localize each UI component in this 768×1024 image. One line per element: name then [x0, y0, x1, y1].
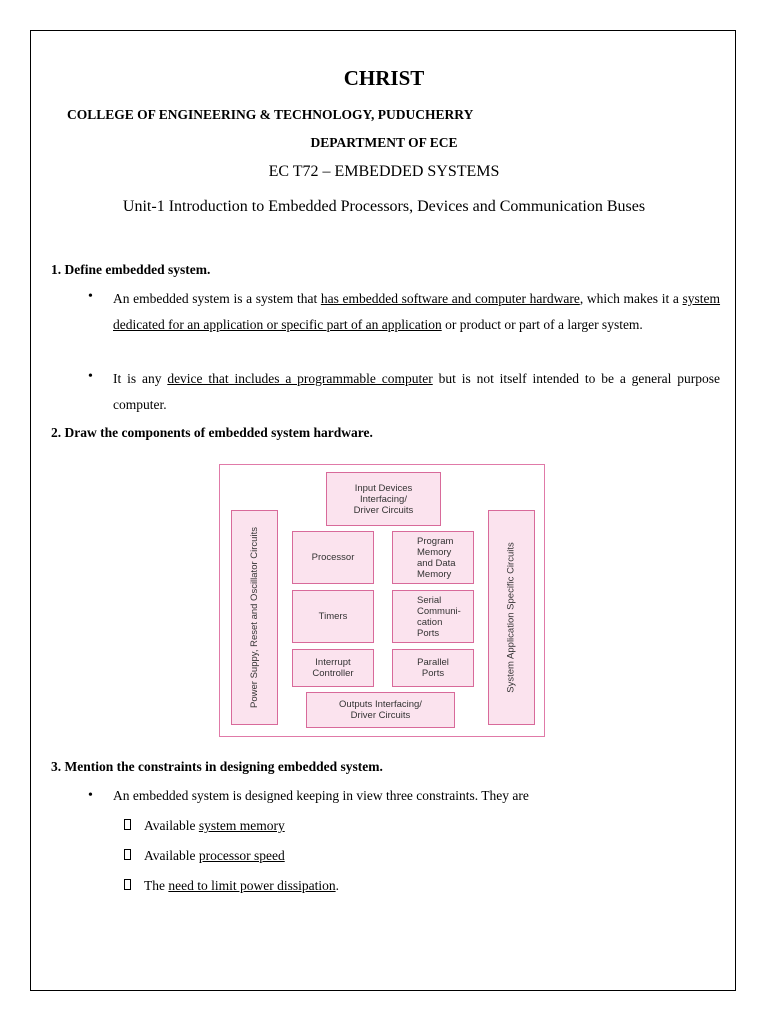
q3-intro: An embedded system is designed keeping in view three constraints. They are — [113, 788, 529, 803]
unit-title: Unit-1 Introduction to Embedded Processors, Devices and Communication Buses — [122, 198, 646, 215]
hardware-components-diagram — [219, 464, 545, 737]
text-span: or product or part of a — [441, 317, 564, 332]
serial-ports-block: Serial Communi- cation Ports — [392, 590, 474, 643]
course-title: EC T72 – EMBEDDED SYSTEMS — [268, 163, 500, 180]
bullet-icon: • — [88, 289, 93, 304]
outputs-block: Outputs Interfacing/ Driver Circuits — [306, 692, 455, 728]
bullet-icon: • — [88, 788, 93, 803]
bullet-icon: • — [88, 369, 93, 384]
underlined-term: processor speed — [198, 848, 285, 863]
question-1-heading: 1. Define embedded system. — [51, 262, 211, 277]
text-span: Available — [144, 848, 199, 863]
text-span: It is any — [113, 371, 168, 386]
text-span: purpose computer. — [113, 371, 720, 412]
q1-bullet-2 — [113, 366, 720, 418]
text-span: it a — [661, 291, 683, 306]
text-span: larger system. — [567, 317, 643, 332]
underlined-term: system dedicated for an application or specific part of an application — [113, 291, 721, 332]
constraint-item — [124, 878, 339, 894]
underlined-term: system memory — [198, 818, 285, 833]
input-devices-block: Input Devices Interfacing/ Driver Circuits — [326, 472, 441, 526]
question-3-heading: 3. Mention the constraints in designing embedded system. — [51, 759, 383, 774]
question-2-heading: 2. Draw the components of embedded system hardware. — [51, 425, 373, 440]
constraint-item — [124, 848, 285, 864]
department-name: DEPARTMENT OF ECE — [310, 135, 458, 150]
system-specific-label: System Application Specific Circuits — [506, 542, 518, 693]
checkbox-glyph-icon — [124, 819, 131, 830]
q1-bullet-1 — [113, 286, 720, 338]
parallel-ports-block: Parallel Ports — [392, 649, 474, 687]
text-span: An embedded system is a system that — [113, 291, 321, 306]
text-span: . — [335, 878, 339, 893]
memory-block: Program Memory and Data Memory — [392, 531, 474, 584]
constraint-item — [124, 818, 285, 834]
power-supply-label: Power Suppy, Reset and Oscillator Circuits — [249, 527, 260, 708]
checkbox-glyph-icon — [124, 849, 131, 860]
processor-block: Processor — [292, 531, 374, 584]
timers-block: Timers — [292, 590, 374, 643]
power-supply-block — [231, 510, 278, 725]
text-span: , which makes — [579, 291, 659, 306]
text-span: The — [144, 878, 169, 893]
text-span: Available — [144, 818, 199, 833]
page-title: CHRIST — [343, 66, 425, 90]
college-name: COLLEGE OF ENGINEERING & TECHNOLOGY, PUDUCHERRY — [67, 107, 474, 122]
underlined-term: need to limit power dissipation — [168, 878, 336, 893]
system-specific-block — [488, 510, 535, 725]
underlined-term: device that includes a programmable computer — [167, 371, 433, 386]
text-span: but is not itself intended to be a general — [432, 371, 672, 386]
interrupt-controller-block: Interrupt Controller — [292, 649, 374, 687]
checkbox-glyph-icon — [124, 879, 131, 890]
underlined-term: has embedded software and computer hardware — [320, 291, 580, 306]
